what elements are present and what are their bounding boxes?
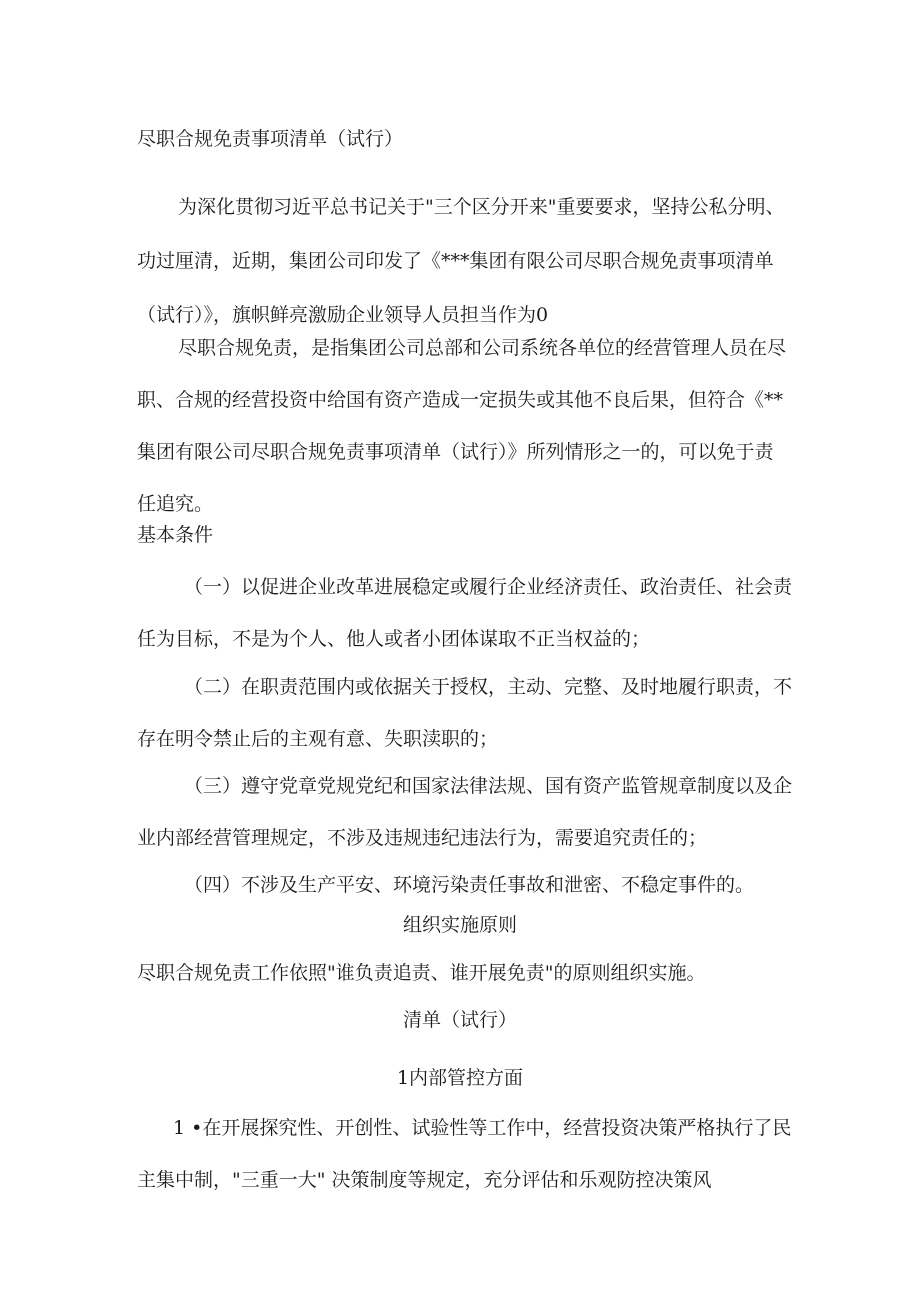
definition-paragraph: 尽职合规免责，是指集团公司总部和公司系统各单位的经营管理人员在尽职、合规的经营投资中给国有资产造成一定损失或其他不良后果，但符合《**集团有限公司尽职合规免责事项清单（试行）》所列情形之一的，可以免于责任追究。 — [137, 337, 787, 515]
condition-item: （一）以促进企业改革进展稳定或履行企业经济责任、政治责任、社会责任为目标，不是为个人、他人或者小团体谋取不正当权益的； — [137, 576, 793, 650]
section-heading: 1内部管控方面 — [396, 1067, 524, 1089]
principle-text: 尽职合规免责工作依照"谁负责追责、谁开展免责"的原则组织实施。 — [137, 962, 706, 984]
list-heading: 清单（试行） — [402, 1009, 517, 1031]
principle-heading: 组织实施原则 — [402, 914, 517, 936]
document-title: 尽职合规免责事项清单（试行） — [137, 128, 404, 150]
list-item: 1 •在开展探究性、开创性、试验性等工作中，经营投资决策严格执行了民主集中制，"三重一大" 决策制度等规定，充分评估和乐观防控决策风 — [137, 1117, 792, 1191]
intro-paragraph: 为深化贯彻习近平总书记关于"三个区分开来"重要要求，坚持公私分明、功过厘清，近期，集团公司印发了《***集团有限公司尽职合规免责事项清单（试行）》，旗帜鲜亮激励企业领导人员担当作为0 — [137, 196, 785, 326]
condition-item: （三）遵守党章党规党纪和国家法律法规、国有资产监管规章制度以及企业内部经营管理规定，不涉及违规违纪违法行为，需要追究责任的； — [137, 775, 793, 849]
condition-item: （四）不涉及生产平安、环境污染责任事故和泄密、不稳定事件的。 — [184, 874, 755, 896]
condition-item: （二）在职责范围内或依据关于授权，主动、完整、及时地履行职责，不存在明令禁止后的主观有意、失职渎职的； — [137, 676, 793, 750]
basic-conditions-heading: 基本条件 — [137, 524, 214, 546]
